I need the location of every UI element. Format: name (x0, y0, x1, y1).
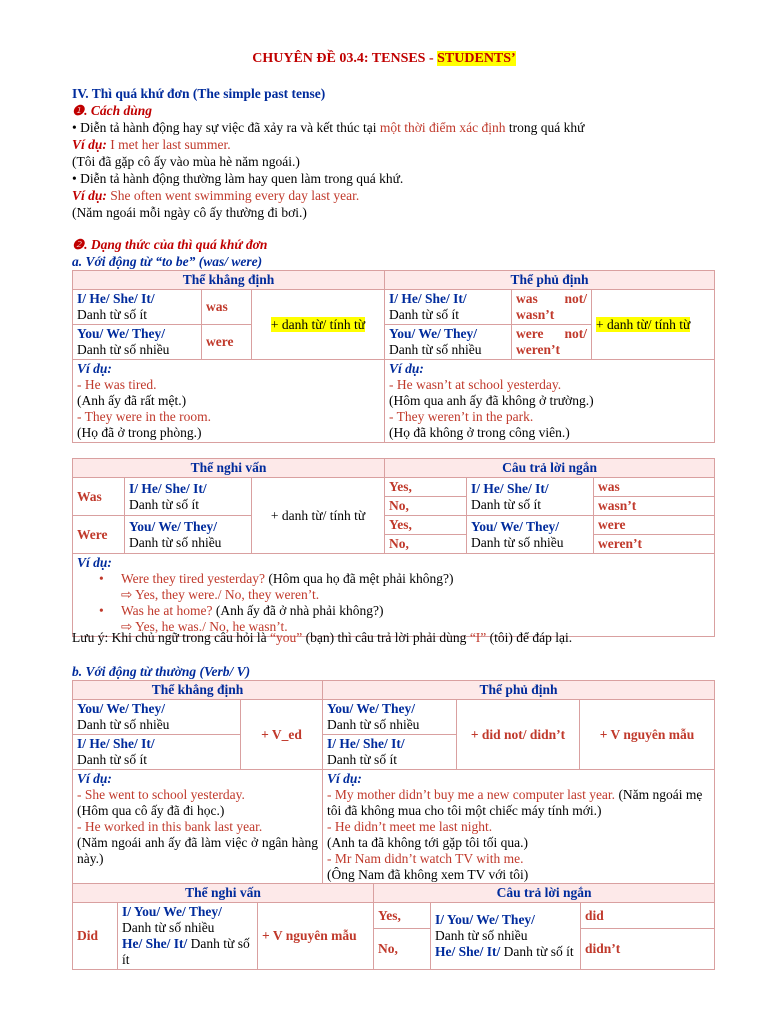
negative-header: Thể phủ định (385, 271, 715, 290)
complement-negative: + danh từ/ tính từ (592, 290, 715, 360)
v-ed: + V_ed (241, 700, 323, 770)
verb-negative-header: Thể phủ định (323, 681, 715, 700)
verb-affirmative-header: Thể khẳng định (73, 681, 323, 700)
v-bare: + V nguyên mẫu (580, 700, 715, 770)
usage-highlight: một thời điểm xác định (379, 120, 506, 135)
subject-plural: You/ We/ They/ Danh từ số nhiều (73, 325, 202, 360)
a-subject-singular: I/ He/ She/ It/ Danh từ số ít (467, 478, 594, 516)
did-answer-subjects: I/ You/ We/ They/ Danh từ số nhiều He/ She/ It/ Danh từ số ít (431, 903, 581, 970)
answer-werent: weren’t (594, 535, 715, 554)
usage-bullet-2: • Diễn tả hành động thường làm hay quen làm trong quá khứ. (72, 171, 404, 186)
answer-yes-2: Yes, (385, 516, 467, 535)
complement-affirmative: + danh từ/ tính từ (252, 290, 385, 360)
section-heading: IV. Thì quá khứ đơn (The simple past tense) (72, 86, 326, 101)
number-one-icon: ❶ (72, 103, 85, 118)
number-two-icon: ❷ (72, 237, 85, 252)
to-be-question-table (72, 458, 715, 637)
form-heading-text: . Dạng thức của thì quá khứ đơn (84, 237, 268, 252)
form-b-heading: b. Với động từ thường (Verb/ V) (72, 664, 251, 679)
usage-example-1-translation: (Tôi đã gặp cô ấy vào mùa hè năm ngoái.) (72, 154, 300, 169)
affirmative-examples: Ví dụ: - He was tired. (Anh ấy đã rất mệt.) - They were in the room. (Họ đã ở trong phòng.) (73, 360, 385, 443)
answer-no-2: No, (385, 535, 467, 554)
verb-was: was (202, 290, 252, 325)
verb-affirmative-examples: Ví dụ: - She went to school yesterday. (Hôm qua cô ấy đã đi học.) - He worked in this bank last year. (Năm ngoái anh ấy đã làm việc ở ngân hàng này.) (73, 770, 323, 885)
to-be-affirmative-negative-table (72, 270, 715, 443)
usage-example-2-translation: (Năm ngoái mỗi ngày cô ấy thường đi bơi.) (72, 205, 307, 220)
verb-were-not: were not/ weren’t (512, 325, 592, 360)
aux-were: Were (73, 516, 125, 554)
verb-question-header: Thể nghi vấn (73, 884, 374, 903)
answer-wasnt: wasn’t (594, 497, 715, 516)
q-complement: + danh từ/ tính từ (252, 478, 385, 554)
answer-were: were (594, 516, 715, 535)
verb-affirmative-negative-table (72, 680, 715, 885)
page-title (0, 51, 768, 67)
question-header: Thể nghi vấn (73, 459, 385, 478)
did-answer-no: No, (374, 929, 431, 970)
title-highlight: STUDENTS’ (437, 51, 516, 66)
did-answer-didnt: didn’t (581, 929, 715, 970)
v-neg-subject-singular: I/ He/ She/ It/ Danh từ số ít (323, 735, 457, 770)
subject-singular: I/ He/ She/ It/ Danh từ số ít (73, 290, 202, 325)
usage-example-1: Ví dụ: I met her last summer. (72, 137, 231, 152)
usage-heading-text: . Cách dùng (84, 103, 153, 118)
form-a-heading: a. Với động từ “to be” (was/ were) (72, 254, 263, 269)
usage-bullet-1: • Diễn tả hành động hay sự việc đã xảy ra và kết thúc tại một thời điểm xác định trong quá khứ (72, 120, 585, 135)
verb-short-answer-header: Câu trả lời ngắn (374, 884, 715, 903)
form-heading (72, 237, 267, 253)
subject-singular-neg: I/ He/ She/ It/ Danh từ số ít (385, 290, 512, 325)
answer-arrow-1: ⇨ Yes, they were./ No, they weren’t. (121, 587, 320, 602)
title-text: CHUYÊN ĐỀ 03.4: TENSES - (252, 51, 438, 66)
usage-heading (72, 103, 152, 119)
verb-was-not: was not/ wasn’t (512, 290, 592, 325)
did-not: + did not/ didn’t (457, 700, 580, 770)
answer-arrow-2: ⇨ Yes, he was./ No, he wasn’t. (121, 619, 288, 634)
q-subject-singular: I/ He/ She/ It/ Danh từ số ít (125, 478, 252, 516)
did-answer-yes: Yes, (374, 903, 431, 929)
subject-plural-neg: You/ We/ They/ Danh từ số nhiều (385, 325, 512, 360)
verb-question-table (72, 883, 715, 970)
verb-negative-examples: Ví dụ: - My mother didn’t buy me a new computer last year. (Năm ngoái mẹ tôi đã không mua cho tôi một chiếc máy tính mới.) - He didn’t meet me last night. (Anh ta đã không tới gặp tôi tối qua.) - Mr Nam didn’t watch TV with me. (Ông Nam đã không xem TV với tôi) (323, 770, 715, 885)
aux-did: Did (73, 903, 118, 970)
v-neg-subject-plural: You/ We/ They/ Danh từ số nhiều (323, 700, 457, 735)
q-subject-plural: You/ We/ They/ Danh từ số nhiều (125, 516, 252, 554)
did-answer-did: did (581, 903, 715, 929)
note: Lưu ý: Khi chủ ngữ trong câu hỏi là “you” (bạn) thì câu trả lời phải dùng “I” (tôi) để đáp lại. (72, 630, 573, 645)
v-subject-singular: I/ He/ She/ It/ Danh từ số ít (73, 735, 241, 770)
did-v-bare: + V nguyên mẫu (258, 903, 374, 970)
negative-examples: Ví dụ: - He wasn’t at school yesterday. (Hôm qua anh ấy đã không ở trường.) - They weren’t in the park. (Họ đã không ở trong công viên.) (385, 360, 715, 443)
aux-was: Was (73, 478, 125, 516)
v-subject-plural: You/ We/ They/ Danh từ số nhiều (73, 700, 241, 735)
affirmative-header: Thể khẳng định (73, 271, 385, 290)
short-answer-header: Câu trả lời ngắn (385, 459, 715, 478)
did-subjects: I/ You/ We/ They/ Danh từ số nhiều He/ She/ It/ Danh từ số ít (118, 903, 258, 970)
usage-example-2: Ví dụ: She often went swimming every day last year. (72, 188, 360, 203)
a-subject-plural: You/ We/ They/ Danh từ số nhiều (467, 516, 594, 554)
question-examples: Ví dụ: • Were they tired yesterday? (Hôm qua họ đã mệt phải không?) ⇨ Yes, they were./ No, they weren’t. • Was he at home? (Anh ấy đã ở nhà phải không?) ⇨ Yes, he was./ No, he wasn’t. (73, 554, 715, 637)
verb-were: were (202, 325, 252, 360)
answer-yes-1: Yes, (385, 478, 467, 497)
answer-was: was (594, 478, 715, 497)
answer-no-1: No, (385, 497, 467, 516)
